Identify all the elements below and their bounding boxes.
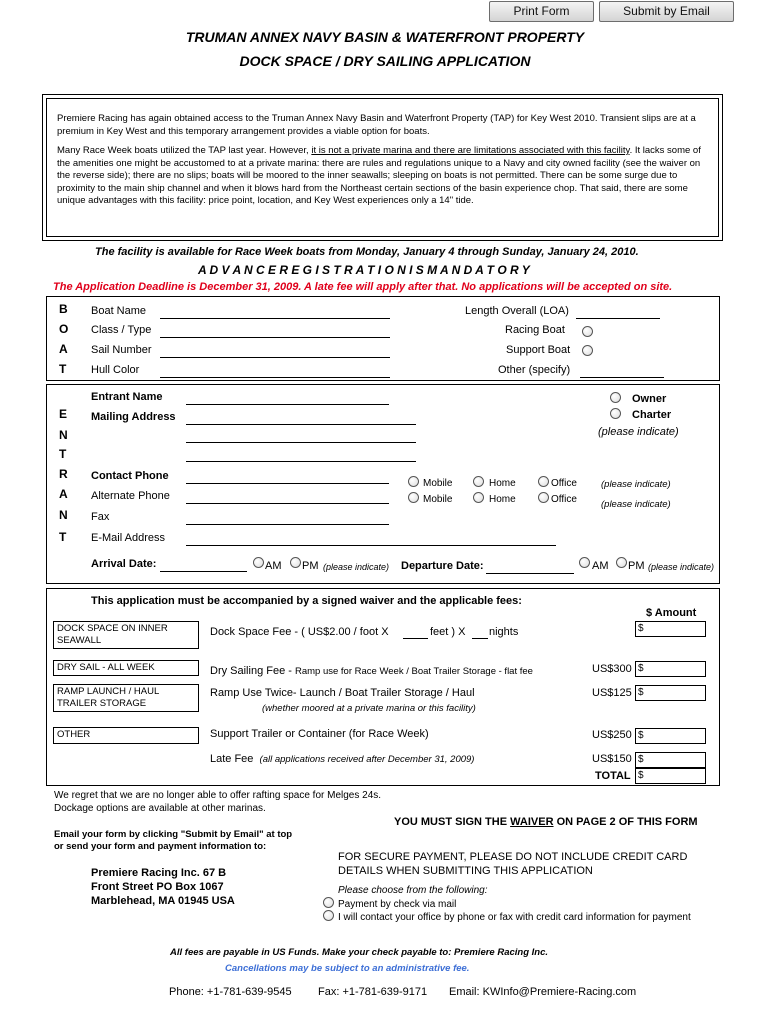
- departure-pm-label: PM: [628, 560, 645, 572]
- mandatory-notice: A D V A N C E R E G I S T R A T I O N I S M A N D A T O R Y: [198, 263, 530, 277]
- owner-label: Owner: [632, 393, 667, 405]
- ramp-use-price: US$125: [592, 687, 632, 699]
- pay-by-check-label: Payment by check via mail: [338, 899, 457, 910]
- pay-by-check-radio[interactable]: [323, 897, 334, 908]
- departure-date-label: Departure Date:: [401, 560, 484, 572]
- charter-label: Charter: [632, 409, 672, 421]
- boat-name-field[interactable]: [160, 306, 390, 319]
- class-type-label: Class / Type: [91, 324, 152, 336]
- dry-sail-amount[interactable]: $: [635, 661, 706, 677]
- hull-color-field[interactable]: [160, 365, 390, 378]
- mailing-address-field-2[interactable]: [186, 430, 416, 443]
- total-label: TOTAL: [595, 770, 631, 782]
- waiver-notice: YOU MUST SIGN THE WAIVER ON PAGE 2 OF THIS FORM: [394, 816, 698, 828]
- availability-notice: The facility is available for Race Week boats from Monday, January 4 through Sunday, January 24, 2010.: [95, 246, 639, 258]
- entrant-letter: N: [59, 428, 68, 442]
- late-fee-price: US$150: [592, 753, 632, 765]
- ramp-use-desc: Ramp Use Twice- Launch / Boat Trailer Storage / Haul: [210, 687, 475, 699]
- entrant-letter: T: [59, 447, 67, 461]
- departure-am-radio[interactable]: [579, 557, 590, 568]
- mailing-address-field-1[interactable]: [186, 412, 416, 425]
- mailing-address-field-3[interactable]: [186, 449, 416, 462]
- dock-space-amount[interactable]: $: [635, 621, 706, 637]
- contact-phone: Phone: +1-781-639-9545: [169, 986, 292, 998]
- alternate-phone-label: Alternate Phone: [91, 490, 170, 502]
- entrant-letter: R: [59, 467, 68, 481]
- intro-paragraph-2: Many Race Week boats utilized the TAP last year. However, it is not a private marina and there are limitations associated with this facility. It lacks some of the amenities one might be accustomed to at a private marina: there are rules and regulations unique to a Navy and city owned facility (see the waiver on the reverse side); there are no slips; boats will be moored to the inner seawalls; sleeping on boats is not permitted. There can be some surge due to proximity to the main ship channel and when it blows hard from the Northeast certain sections of the basin experience chop. That said, there are some unique advantages with this facility: price point, location, and Key West experiences only a 14" tide.: [57, 145, 701, 206]
- payment-choose-label: Please choose from the following:: [338, 885, 488, 896]
- mailing-address-line-1: Premiere Racing Inc. 67 B: [91, 867, 227, 879]
- contact-email: Email: KWInfo@Premiere-Racing.com: [449, 986, 637, 998]
- dock-space-desc: Dock Space Fee - ( US$2.00 / foot X: [210, 626, 389, 638]
- arrival-am-radio[interactable]: [253, 557, 264, 568]
- departure-date-field[interactable]: [486, 561, 574, 574]
- departure-am-label: AM: [592, 560, 609, 572]
- alternate-phone-hint: (please indicate): [601, 499, 671, 510]
- contact-fax: Fax: +1-781-639-9171: [318, 986, 428, 998]
- ramp-use-amount[interactable]: $: [635, 685, 706, 701]
- boat-letter: O: [59, 322, 69, 336]
- support-boat-label: Support Boat: [506, 344, 571, 356]
- contact-home-radio[interactable]: [473, 476, 484, 487]
- deadline-notice: The Application Deadline is December 31, 2009. A late fee will apply after that. No applications will be accepted on site.: [53, 281, 673, 293]
- dry-sail-desc: Dry Sailing Fee - Ramp use for Race Week / Boat Trailer Storage - flat fee: [210, 665, 533, 677]
- contact-mobile-radio[interactable]: [408, 476, 419, 487]
- alternate-home-label: Home: [489, 494, 516, 505]
- contact-office-radio[interactable]: [538, 476, 549, 487]
- arrival-date-field[interactable]: [160, 559, 247, 572]
- total-amount[interactable]: $: [635, 768, 706, 784]
- us-funds-note: All fees are payable in US Funds. Make your check payable to: Premiere Racing Inc.: [170, 947, 549, 958]
- entrant-name-label: Entrant Name: [91, 391, 163, 403]
- support-boat-radio[interactable]: [582, 345, 593, 356]
- sail-number-label: Sail Number: [91, 344, 152, 356]
- arrival-date-label: Arrival Date:: [91, 558, 157, 570]
- racing-boat-radio[interactable]: [582, 326, 593, 337]
- owner-radio[interactable]: [610, 392, 621, 403]
- loa-label: Length Overall (LOA): [465, 305, 569, 317]
- contact-mobile-label: Mobile: [423, 478, 453, 489]
- dock-space-box: DOCK SPACE ON INNER SEAWALL: [53, 621, 199, 649]
- mailing-address-line-3: Marblehead, MA 01945 USA: [91, 895, 235, 907]
- intro-box: [46, 98, 719, 237]
- dry-sail-price: US$300: [592, 663, 632, 675]
- amount-header: $ Amount: [646, 607, 697, 619]
- ramp-use-sub: (whether moored at a private marina or this facility): [262, 703, 476, 714]
- entrant-letter: N: [59, 508, 68, 522]
- mailing-address-label: Mailing Address: [91, 411, 176, 423]
- alternate-home-radio[interactable]: [473, 492, 484, 503]
- boat-letter: B: [59, 302, 68, 316]
- pay-by-phone-label: I will contact your office by phone or fax with credit card information for payment: [338, 912, 691, 923]
- print-form-button[interactable]: Print Form: [489, 1, 594, 22]
- alternate-mobile-radio[interactable]: [408, 492, 419, 503]
- racing-boat-label: Racing Boat: [505, 324, 565, 336]
- boat-letter: T: [59, 362, 67, 376]
- charter-radio[interactable]: [610, 408, 621, 419]
- cancellation-note: Cancellations may be subject to an administrative fee.: [225, 963, 470, 974]
- dock-foot-field[interactable]: [403, 626, 428, 639]
- entrant-letter: E: [59, 407, 68, 421]
- email-instructions-2: or send your form and payment information to:: [54, 841, 267, 852]
- entrant-letter: A: [59, 487, 68, 501]
- dock-space-desc-end: nights: [489, 626, 519, 638]
- submit-by-email-button[interactable]: Submit by Email: [599, 1, 734, 22]
- late-fee-amount[interactable]: $: [635, 752, 706, 768]
- email-instructions-1: Email your form by clicking "Submit by Email" at top: [54, 829, 293, 840]
- other-specify-label: Other (specify): [498, 364, 571, 376]
- departure-pm-radio[interactable]: [616, 557, 627, 568]
- support-trailer-price: US$250: [592, 729, 632, 741]
- contact-office-label: Office: [551, 478, 577, 489]
- form-subtitle: DOCK SPACE / DRY SAILING APPLICATION: [239, 53, 531, 69]
- contact-phone-hint: (please indicate): [601, 479, 671, 490]
- boat-name-label: Boat Name: [91, 305, 147, 317]
- support-trailer-amount[interactable]: $: [635, 728, 706, 744]
- dry-sail-box: DRY SAIL - ALL WEEK: [53, 660, 199, 676]
- alternate-office-label: Office: [551, 494, 577, 505]
- hull-color-label: Hull Color: [91, 364, 140, 376]
- other-specify-field[interactable]: [580, 365, 664, 378]
- fax-label: Fax: [91, 511, 110, 523]
- mailing-address-line-2: Front Street PO Box 1067: [91, 881, 224, 893]
- contact-phone-label: Contact Phone: [91, 470, 169, 482]
- form-title: TRUMAN ANNEX NAVY BASIN & WATERFRONT PROPERTY: [185, 29, 585, 45]
- melges-note-2: Dockage options are available at other marinas.: [54, 803, 266, 814]
- owner-charter-hint: (please indicate): [598, 426, 679, 438]
- departure-hint: (please indicate): [648, 562, 715, 572]
- alternate-office-radio[interactable]: [538, 492, 549, 503]
- arrival-pm-label: PM: [302, 560, 319, 572]
- boat-letter: A: [59, 342, 68, 356]
- melges-note-1: We regret that we are no longer able to offer rafting space for Melges 24s.: [54, 790, 382, 801]
- contact-phone-field[interactable]: [186, 471, 389, 484]
- fax-field[interactable]: [186, 512, 389, 525]
- arrival-pm-radio[interactable]: [290, 557, 301, 568]
- ramp-launch-box: RAMP LAUNCH / HAUL TRAILER STORAGE: [53, 684, 199, 712]
- fees-heading: This application must be accompanied by a signed waiver and the applicable fees:: [91, 595, 522, 607]
- late-fee-desc: Late Fee (all applications received after December 31, 2009): [210, 753, 475, 765]
- alternate-mobile-label: Mobile: [423, 494, 453, 505]
- class-type-field[interactable]: [160, 325, 390, 338]
- entrant-letter: T: [59, 530, 67, 544]
- pay-by-phone-radio[interactable]: [323, 910, 334, 921]
- support-trailer-desc: Support Trailer or Container (for Race Week): [210, 728, 429, 740]
- arrival-hint: (please indicate): [323, 562, 390, 572]
- loa-field[interactable]: [576, 306, 660, 319]
- alternate-phone-field[interactable]: [186, 491, 389, 504]
- dock-nights-field[interactable]: [472, 626, 488, 639]
- email-address-label: E-Mail Address: [91, 532, 165, 544]
- sail-number-field[interactable]: [160, 345, 390, 358]
- entrant-name-field[interactable]: [186, 392, 389, 405]
- contact-home-label: Home: [489, 478, 516, 489]
- other-box: OTHER: [53, 727, 199, 744]
- secure-payment-1: FOR SECURE PAYMENT, PLEASE DO NOT INCLUDE CREDIT CARD: [338, 851, 688, 863]
- intro-paragraph-1: Premiere Racing has again obtained access to the Truman Annex Navy Basin and Waterfront Property (TAP) for Key West 2010. Transient slips are at a premium in Key West and this temporary arrangement provides a viable option for boats.: [57, 113, 696, 137]
- email-address-field[interactable]: [186, 533, 556, 546]
- dock-space-desc-mid: feet ) X: [430, 626, 466, 638]
- arrival-am-label: AM: [265, 560, 282, 572]
- secure-payment-2: DETAILS WHEN SUBMITTING THIS APPLICATION: [338, 865, 593, 877]
